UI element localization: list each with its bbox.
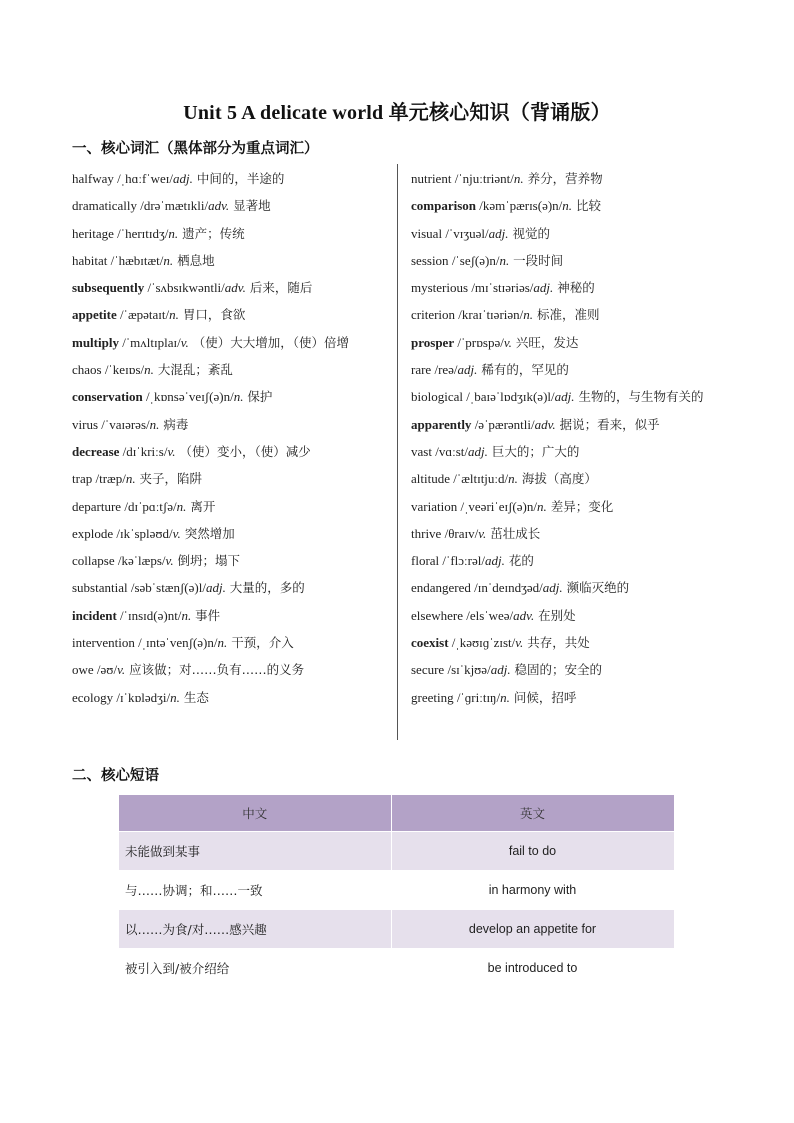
vocab-part-of-speech: adj. (468, 443, 488, 459)
vocab-meaning: （使）大大增加，（使）倍增 (188, 334, 350, 350)
vocab-word: vast (411, 443, 432, 459)
vocab-meaning: 比较 (572, 198, 602, 214)
vocab-phonetic: /vɑːst/ (431, 443, 469, 459)
vocab-part-of-speech: n. (125, 471, 136, 487)
vocab-entry (411, 192, 731, 219)
vocab-part-of-speech: n. (217, 635, 228, 651)
vocab-meaning: 干预，介入 (227, 635, 294, 651)
phrase-table-header-row (119, 795, 674, 832)
vocab-part-of-speech: adj. (533, 280, 554, 296)
vocab-phonetic: /ˈæpətaɪt/ (116, 307, 170, 323)
vocab-entry (411, 220, 731, 247)
vocab-part-of-speech: adj. (173, 171, 193, 186)
vocab-phonetic: /ˌhɑːfˈweɪ/ (113, 171, 174, 186)
vocab-entry (411, 520, 731, 547)
vocab-word: elsewhere (411, 607, 463, 623)
vocab-word: trap (72, 471, 93, 487)
vocab-entry (72, 656, 390, 683)
vocab-phonetic: /dɪˈkriːs/ (119, 443, 168, 459)
vocab-phonetic: /ˌveəriˈeɪʃ(ə)n/ (457, 498, 537, 514)
vocab-meaning: 倒坍；塌下 (173, 553, 241, 569)
vocab-phonetic: /træp/ (92, 471, 126, 487)
vocab-meaning: 茁壮成长 (486, 525, 541, 541)
vocab-phonetic: /ˈhæbɪtæt/ (107, 252, 164, 268)
vocab-phonetic: /ˈnjuːtriənt/ (451, 171, 514, 186)
vocab-word: decrease (72, 443, 120, 459)
vocab-entry (411, 329, 731, 356)
vocab-word: conservation (72, 389, 143, 405)
vocab-part-of-speech: adv. (513, 607, 535, 623)
vocab-phonetic: /ˈflɔːrəl/ (439, 553, 485, 569)
vocab-word: owe (72, 662, 94, 678)
vocab-word: biological (411, 389, 463, 405)
vocab-entry (72, 411, 390, 438)
vocab-word: collapse (72, 553, 115, 569)
vocab-phonetic: /ˈseʃ(ə)n/ (448, 252, 500, 268)
vocab-word: departure (72, 498, 122, 514)
vocab-word: subsequently (72, 280, 145, 296)
vocab-meaning: 离开 (186, 498, 216, 514)
vocab-meaning: 保护 (243, 389, 273, 405)
table-row (119, 910, 674, 949)
vocab-word: criterion (411, 307, 456, 323)
phrase-table (119, 795, 675, 988)
section-heading-vocabulary: 一、核心词汇（黑体部分为重点词汇） (72, 141, 319, 157)
vocab-part-of-speech: adv. (224, 280, 246, 296)
vocab-word: appetite (72, 307, 117, 323)
vocab-word: coexist (411, 635, 449, 651)
vocab-entry (411, 493, 731, 520)
vocab-part-of-speech: adv. (534, 416, 556, 432)
vocab-word: visual (411, 225, 443, 241)
vocab-entry (72, 684, 390, 711)
vocab-meaning: 一段时间 (509, 252, 564, 268)
vocab-part-of-speech: n. (536, 498, 547, 514)
vocab-meaning: 据说；看来，似乎 (555, 416, 660, 432)
vocab-entry (72, 547, 390, 574)
vocab-phonetic: /ˈkeɪɒs/ (101, 362, 145, 378)
vocab-word: rare (411, 362, 432, 378)
vocab-meaning: 在别处 (534, 607, 576, 623)
vocab-word: intervention (72, 635, 135, 651)
vocab-part-of-speech: adj. (490, 662, 511, 678)
vocab-entry (411, 411, 731, 438)
vocab-entry (72, 247, 390, 274)
vocab-word: greeting (411, 689, 454, 705)
vocab-part-of-speech: v. (515, 635, 524, 651)
vocab-word: session (411, 252, 449, 268)
vocab-meaning: 生态 (179, 689, 209, 705)
vocab-entry (72, 520, 390, 547)
vocab-word: endangered (411, 580, 471, 596)
vocab-meaning: 突然增加 (180, 525, 235, 541)
vocab-meaning: 兴旺，发达 (511, 334, 579, 350)
vocab-part-of-speech: v. (117, 662, 126, 678)
vocab-entry (411, 438, 731, 465)
vocab-part-of-speech: n. (163, 252, 174, 268)
vocab-part-of-speech: n. (168, 225, 179, 241)
table-row (119, 949, 674, 988)
vocab-part-of-speech: n. (233, 389, 244, 405)
vocab-phonetic: /ˌɪntəˈvenʃ(ə)n/ (134, 635, 218, 651)
section-heading-phrases: 二、核心短语 (72, 768, 159, 784)
vocab-phonetic: /ˌkɒnsəˈveɪʃ(ə)n/ (142, 389, 234, 405)
vocab-entry (411, 274, 731, 301)
phrase-chinese: 以……为食/对……感兴趣 (119, 910, 391, 949)
vocab-meaning: 稀有的，罕见的 (477, 362, 569, 378)
vocab-meaning: 遗产；传统 (178, 225, 245, 241)
table-row (119, 871, 674, 910)
vocab-word: ecology (72, 689, 114, 705)
vocab-phonetic: /θraɪv/ (441, 525, 479, 541)
vocab-meaning: 生物的，与生物有关的 (574, 389, 704, 405)
vocab-phonetic: /ˈɪnsɪd(ə)nt/ (116, 607, 182, 623)
vocab-column-right (411, 165, 731, 711)
vocab-part-of-speech: n. (181, 607, 192, 623)
vocab-meaning: 应该做；对……负有……的义务 (125, 662, 305, 678)
vocab-word: altitude (411, 471, 450, 487)
vocab-part-of-speech: n. (508, 471, 518, 487)
vocab-part-of-speech: n. (500, 689, 510, 705)
vocab-entry (72, 602, 390, 629)
vocab-column-left (72, 165, 390, 711)
vocab-part-of-speech: v. (167, 443, 176, 459)
vocab-meaning: 中间的，半途的 (192, 171, 285, 186)
phrase-chinese: 被引入到/被介绍给 (119, 949, 391, 988)
vocab-phonetic: /elsˈweə/ (462, 607, 514, 623)
vocab-entry (411, 547, 731, 574)
vocab-meaning: 海拔（高度） (517, 471, 597, 487)
vocab-part-of-speech: n. (176, 498, 187, 514)
vocab-phonetic: /ɪˈkɒlədʒi/ (113, 689, 171, 705)
vocab-meaning: 夹子，陷阱 (135, 471, 203, 487)
vocab-word: habitat (72, 252, 108, 268)
vocab-part-of-speech: v. (180, 334, 189, 350)
vocab-phonetic: /ɪnˈdeɪndʒəd/ (470, 580, 543, 596)
vocab-part-of-speech: v. (172, 525, 181, 541)
vocab-entry (72, 574, 390, 601)
vocab-entry (411, 465, 731, 492)
vocab-part-of-speech: adj. (542, 580, 563, 596)
vocab-meaning: 后来，随后 (245, 280, 313, 296)
vocab-phonetic: /drəˈmætɪkli/ (136, 198, 209, 214)
vocab-phonetic: /ˈvɪʒuəl/ (442, 225, 489, 241)
vocab-word: heritage (72, 225, 114, 241)
vocab-part-of-speech: v. (165, 553, 174, 569)
vocab-meaning: 神秘的 (553, 280, 595, 296)
phrase-english: develop an appetite for (391, 910, 674, 949)
vocab-entry (411, 574, 731, 601)
vocab-entry (411, 383, 731, 410)
vocab-entry (72, 493, 390, 520)
vocab-word: variation (411, 498, 458, 514)
phrase-chinese: 与……协调；和……一致 (119, 871, 391, 910)
vocab-phonetic: /ˈvaɪərəs/ (98, 416, 150, 432)
vocab-entry (411, 656, 731, 683)
vocab-word: halfway (72, 171, 114, 186)
vocab-entry (72, 438, 390, 465)
vocab-meaning: 濒临灭绝的 (562, 580, 630, 596)
vocab-meaning: 巨大的；广大的 (487, 443, 580, 459)
vocab-part-of-speech: adj. (488, 225, 509, 241)
vocab-entry (72, 165, 390, 192)
vocab-meaning: 病毒 (159, 416, 189, 432)
page-title: Unit 5 A delicate world 单元核心知识（背诵版） (183, 102, 611, 124)
vocab-part-of-speech: n. (144, 362, 154, 378)
vocab-meaning: 栖息地 (173, 252, 215, 268)
phrase-english: in harmony with (391, 871, 674, 910)
vocab-phonetic: /ˈherɪtɪdʒ/ (113, 225, 169, 241)
vocab-phonetic: /əˈpærəntli/ (471, 416, 535, 432)
vocab-phonetic: /dɪˈpɑːtʃə/ (121, 498, 177, 514)
vocab-part-of-speech: n. (513, 171, 524, 186)
vocab-phonetic: /ɪkˈspləʊd/ (113, 525, 173, 541)
vocab-entry (72, 465, 390, 492)
vocab-entry (72, 192, 390, 219)
header-english: 英文 (391, 795, 674, 832)
vocab-meaning: 大量的，多的 (225, 580, 305, 596)
vocab-phonetic: /ˌbaɪəˈlɒdʒɪk(ə)l/ (463, 389, 555, 405)
vocab-phonetic: /səbˈstænʃ(ə)l/ (127, 580, 206, 596)
column-divider (397, 164, 398, 740)
vocab-part-of-speech: n. (562, 198, 573, 214)
vocab-part-of-speech: adj. (205, 580, 226, 596)
vocab-word: incident (72, 607, 117, 623)
vocab-meaning: 大混乱；紊乱 (153, 362, 233, 378)
vocab-word: prosper (411, 334, 455, 350)
vocab-meaning: 共存，共处 (523, 635, 590, 651)
vocab-word: comparison (411, 198, 476, 214)
vocab-part-of-speech: adv. (208, 198, 230, 214)
vocab-phonetic: /kəˈlæps/ (114, 553, 166, 569)
vocab-part-of-speech: n. (523, 307, 534, 323)
vocab-word: substantial (72, 580, 128, 596)
table-row (119, 832, 674, 871)
vocab-phonetic: /kraɪˈtɪəriən/ (455, 307, 524, 323)
vocab-word: secure (411, 662, 445, 678)
vocab-word: mysterious (411, 280, 469, 296)
vocab-part-of-speech: v. (478, 525, 487, 541)
vocab-entry (411, 684, 731, 711)
vocab-phonetic: /mɪˈstɪəriəs/ (468, 280, 534, 296)
vocab-word: thrive (411, 525, 442, 541)
vocab-entry (72, 220, 390, 247)
vocab-part-of-speech: n. (149, 416, 160, 432)
vocab-entry (72, 629, 390, 656)
vocab-phonetic: /ˈmʌltɪplaɪ/ (118, 334, 181, 350)
vocab-meaning: 花的 (504, 553, 534, 569)
vocab-phonetic: /ˈɡriːtɪŋ/ (453, 689, 501, 705)
phrase-english: be introduced to (391, 949, 674, 988)
phrase-chinese: 未能做到某事 (119, 832, 391, 871)
vocab-word: multiply (72, 334, 119, 350)
vocab-word: apparently (411, 416, 472, 432)
vocab-phonetic: /kəmˈpærɪs(ə)n/ (476, 198, 563, 214)
vocab-word: chaos (72, 362, 102, 378)
vocab-part-of-speech: v. (503, 334, 512, 350)
vocab-word: dramatically (72, 198, 137, 214)
vocab-meaning: 养分，营养物 (523, 171, 603, 186)
vocab-phonetic: /sɪˈkjʊə/ (444, 662, 491, 678)
vocab-entry (411, 356, 731, 383)
vocab-word: nutrient (411, 171, 452, 186)
header-chinese: 中文 (119, 795, 391, 832)
vocab-meaning: 差异；变化 (546, 498, 614, 514)
vocab-meaning: 标准，准则 (533, 307, 600, 323)
vocab-meaning: （使）变小，（使）减少 (175, 443, 311, 459)
vocab-meaning: 显著地 (229, 198, 271, 214)
vocab-word: floral (411, 553, 440, 569)
vocab-phonetic: /reə/ (431, 362, 458, 378)
vocab-entry (72, 356, 390, 383)
vocab-meaning: 稳固的；安全的 (510, 662, 603, 678)
vocab-entry (411, 629, 731, 656)
vocab-meaning: 问候，招呼 (509, 689, 577, 705)
vocab-entry (72, 329, 390, 356)
vocab-entry (72, 301, 390, 328)
vocab-phonetic: /ˌkəʊɪɡˈzɪst/ (448, 635, 516, 651)
vocab-part-of-speech: n. (499, 252, 510, 268)
vocab-meaning: 视觉的 (508, 225, 550, 241)
vocab-word: explode (72, 525, 114, 541)
vocab-entry (72, 274, 390, 301)
vocab-part-of-speech: adj. (554, 389, 575, 405)
vocab-entry (411, 247, 731, 274)
vocab-entry (411, 301, 731, 328)
vocab-entry (411, 165, 731, 192)
vocab-phonetic: /ˈæltɪtjuːd/ (450, 471, 509, 487)
vocab-phonetic: /ˈsʌbsɪkwəntli/ (144, 280, 225, 296)
vocab-entry (72, 383, 390, 410)
vocab-meaning: 事件 (191, 607, 221, 623)
vocab-entry (411, 602, 731, 629)
vocab-phonetic: /əʊ/ (93, 662, 118, 678)
vocab-word: virus (72, 416, 98, 432)
vocab-part-of-speech: adj. (485, 553, 505, 569)
vocab-part-of-speech: adj. (457, 362, 478, 378)
vocab-part-of-speech: n. (169, 307, 179, 323)
vocab-meaning: 胃口，食欲 (178, 307, 246, 323)
vocab-part-of-speech: n. (170, 689, 180, 705)
vocab-phonetic: /ˈprɒspə/ (454, 334, 504, 350)
phrase-english: fail to do (391, 832, 674, 871)
